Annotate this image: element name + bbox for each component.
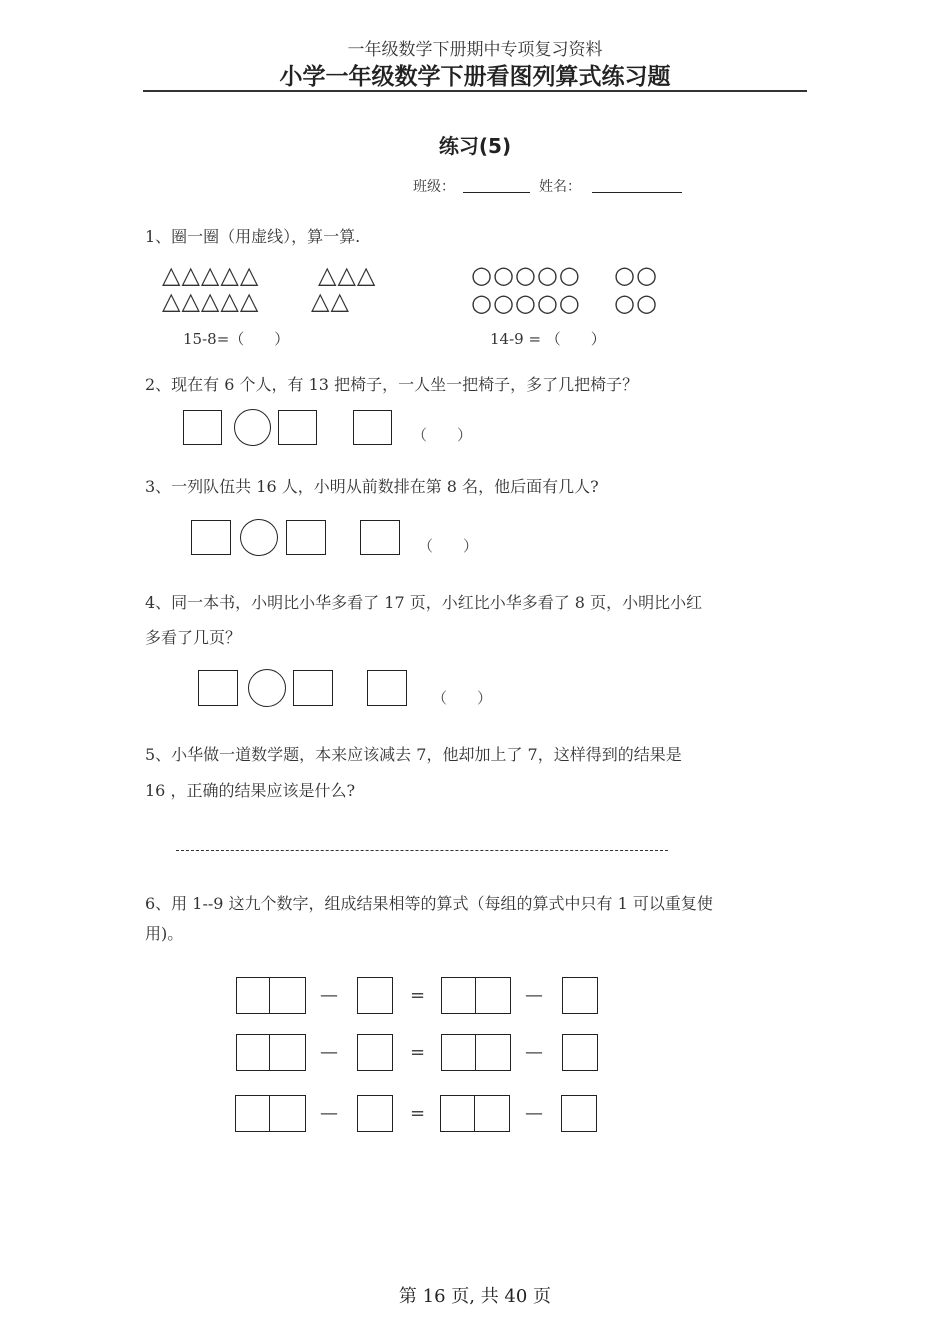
q6-row3-digit-box[interactable] [269, 1095, 306, 1132]
q6-row2-digit-box[interactable] [441, 1034, 477, 1071]
circle-group-row2a: ○○○○○ [471, 289, 581, 317]
q4-number-box-1[interactable] [198, 670, 238, 706]
q6-row1-equals: = [410, 985, 426, 1006]
q2-number-box-1[interactable] [183, 410, 222, 445]
q3-number-box-2[interactable] [286, 520, 326, 555]
document-title: 小学一年级数学下册看图列算式练习题 [279, 64, 671, 90]
q3-number-box-1[interactable] [191, 520, 231, 555]
q3-result-box[interactable] [360, 520, 400, 555]
q4-operator-circle[interactable] [248, 669, 286, 707]
q2-unit-blank: （ ） [412, 426, 473, 444]
q6-row1-digit-box[interactable] [236, 977, 271, 1014]
q1-right-expression: 14-9 = （ ） [490, 330, 606, 348]
q2-number-box-2[interactable] [278, 410, 317, 445]
question-6-text-line1: 6、用 1--9 这九个数字，组成结果相等的算式（每组的算式中只有 1 可以重复使 [145, 894, 713, 913]
question-2-text: 2、现在有 6 个人，有 13 把椅子，一人坐一把椅子，多了几把椅子？ [145, 375, 639, 394]
q4-unit-blank: （ ） [432, 689, 493, 707]
q6-row1-digit-box[interactable] [357, 977, 393, 1014]
question-4-text-line1: 4、同一本书，小明比小华多看了 17 页，小红比小华多看了 8 页，小明比小红 [145, 593, 703, 612]
q6-row2-minus: — [525, 1042, 543, 1063]
q6-row3-equals: = [410, 1103, 426, 1124]
class-blank[interactable] [463, 192, 530, 193]
q6-row3-digit-box[interactable] [235, 1095, 271, 1132]
q2-result-box[interactable] [353, 410, 392, 445]
question-5-text-line2: 16 ，正确的结果应该是什么? [145, 781, 356, 800]
q6-row2-equals: = [410, 1042, 426, 1063]
q4-number-box-2[interactable] [293, 670, 333, 706]
circle-group-row1a: ○○○○○ [471, 261, 581, 289]
q5-answer-line[interactable] [176, 850, 668, 851]
exercise-title: 练习(5) [438, 134, 512, 158]
question-3-text: 3、一列队伍共 16 人，小明从前数排在第 8 名，他后面有几人? [145, 477, 599, 496]
q6-row3-digit-box[interactable] [474, 1095, 510, 1132]
q3-operator-circle[interactable] [240, 519, 278, 556]
class-label: 班级： [413, 179, 455, 195]
q6-row3-digit-box[interactable] [561, 1095, 597, 1132]
q6-row1-digit-box[interactable] [475, 977, 511, 1014]
q6-row3-digit-box[interactable] [440, 1095, 476, 1132]
q6-row1-digit-box[interactable] [562, 977, 598, 1014]
name-blank[interactable] [592, 192, 682, 193]
q6-row3-minus: — [320, 1103, 338, 1124]
q6-row3-minus: — [525, 1103, 543, 1124]
q3-unit-blank: （ ） [418, 537, 479, 555]
q6-row2-digit-box[interactable] [475, 1034, 511, 1071]
q6-row3-digit-box[interactable] [357, 1095, 393, 1132]
header-divider [143, 90, 807, 92]
question-5-text-line1: 5、小华做一道数学题，本来应该减去 7，他却加上了 7，这样得到的结果是 [145, 745, 682, 764]
circle-group-row1b: ○○ [614, 261, 658, 289]
q6-row2-digit-box[interactable] [269, 1034, 306, 1071]
triangle-group-row2a: △△△△△ [162, 287, 260, 315]
triangle-group-row1a: △△△△△ [162, 261, 260, 289]
circle-group-row2b: ○○ [614, 289, 658, 317]
q1-left-expression: 15-8=（ ） [183, 330, 290, 348]
q6-row2-digit-box[interactable] [357, 1034, 393, 1071]
q6-row2-digit-box[interactable] [236, 1034, 271, 1071]
q6-row2-minus: — [320, 1042, 338, 1063]
question-4-text-line2: 多看了几页？ [145, 628, 242, 647]
document-subtitle: 一年级数学下册期中专项复习资料 [347, 40, 603, 60]
triangle-group-row1b: △△△ [318, 261, 377, 289]
q6-row1-digit-box[interactable] [441, 977, 477, 1014]
triangle-group-row2b: △△ [311, 287, 350, 315]
q6-row2-digit-box[interactable] [562, 1034, 598, 1071]
q4-result-box[interactable] [367, 670, 407, 706]
question-6-text-line2: 用)。 [145, 924, 184, 943]
question-1-text: 1、圈一圈（用虚线），算一算. [145, 227, 361, 246]
name-label: 姓名： [539, 179, 581, 195]
q6-row1-minus: — [525, 985, 543, 1006]
q2-operator-circle[interactable] [234, 409, 271, 446]
q6-row1-minus: — [320, 985, 338, 1006]
q6-row1-digit-box[interactable] [269, 977, 306, 1014]
page-number: 第 16 页, 共 40 页 [398, 1286, 552, 1307]
